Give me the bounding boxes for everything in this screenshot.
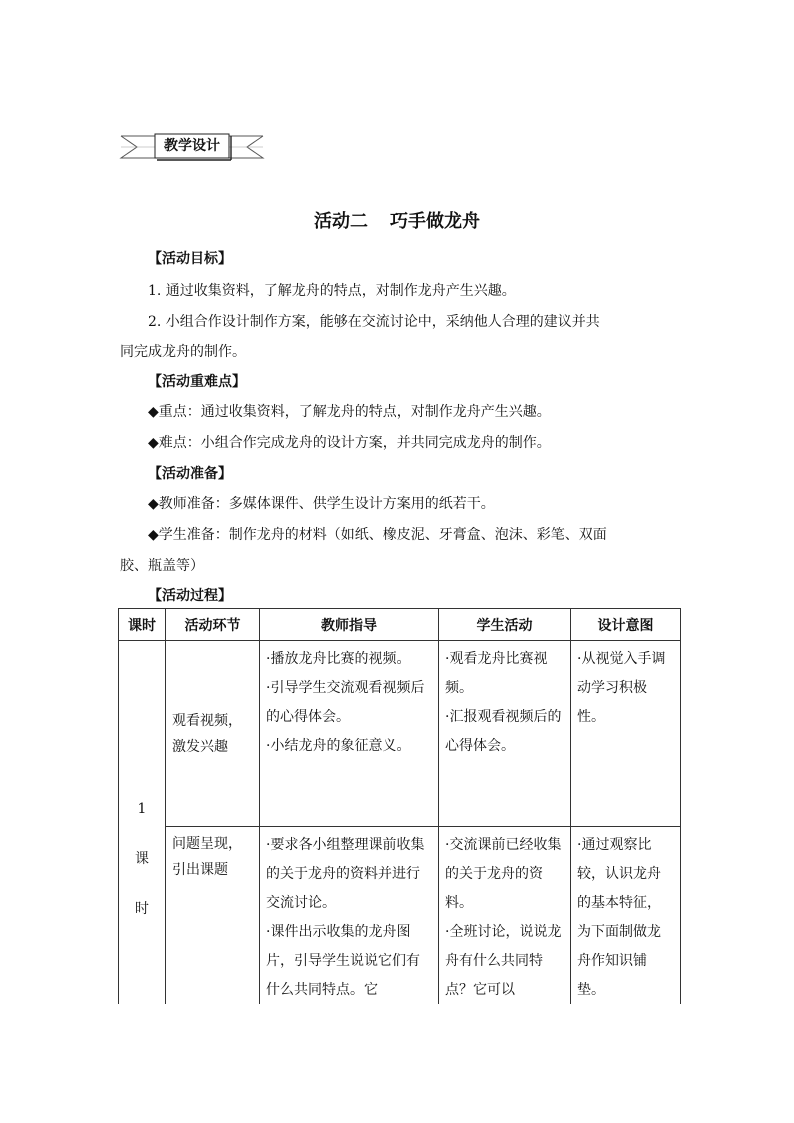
student-preparation-line-2: 胶、瓶盖等） — [120, 558, 204, 574]
teacher-item: ·引导学生交流观看视频后的心得体会。 — [266, 680, 425, 725]
session-cell: 1 课 时 — [119, 641, 166, 1077]
intent-item: ·通过观察比较，认识龙舟的基本特征，为下面制做龙舟作知识铺垫。 — [577, 837, 661, 998]
teacher-cell — [260, 641, 439, 827]
intent-cell — [571, 641, 681, 827]
header-student-activity: 学生活动 — [439, 609, 571, 641]
student-item: ·全班讨论，说说龙舟有什么共同特点？它可以 — [445, 924, 562, 998]
intent-item: ·从视觉入手调动学习积极性。 — [577, 651, 666, 725]
header-teacher-guidance: 教师指导 — [260, 609, 439, 641]
page-title — [0, 207, 794, 233]
key-point: ◆重点：通过收集资料，了解龙舟的特点，对制作龙舟产生兴趣。 — [148, 404, 551, 420]
stage-cell: 观看视频，激发兴趣 — [166, 641, 260, 827]
key-difficult-heading: 【活动重难点】 — [148, 374, 246, 390]
teacher-item: ·要求各小组整理课前收集的关于龙舟的资料并进行交流讨论。 — [266, 837, 425, 911]
goal-1: 1. 通过收集资料，了解龙舟的特点，对制作龙舟产生兴趣。 — [148, 283, 516, 299]
table-row — [119, 641, 681, 827]
title-activity-name: 巧手做龙舟 — [390, 211, 480, 232]
table-header-row — [119, 609, 681, 641]
student-item: ·交流课前已经收集的关于龙舟的资料。 — [445, 837, 562, 911]
preparation-heading: 【活动准备】 — [148, 466, 232, 482]
student-preparation-line-1: ◆学生准备：制作龙舟的材料（如纸、橡皮泥、牙膏盒、泡沫、彩笔、双面 — [148, 527, 607, 543]
goals-heading: 【活动目标】 — [148, 251, 232, 267]
section-banner — [119, 132, 265, 162]
student-cell — [439, 641, 571, 827]
teacher-preparation: ◆教师准备：多媒体课件、供学生设计方案用的纸若干。 — [148, 496, 495, 512]
student-item: ·汇报观看视频后的心得体会。 — [445, 709, 562, 754]
goal-2-line-1: 2. 小组合作设计制作方案，能够在交流讨论中，采纳他人合理的建议并共 — [148, 314, 600, 330]
teacher-item: ·播放龙舟比赛的视频。 — [266, 651, 411, 667]
goal-2-line-2: 同完成龙舟的制作。 — [120, 344, 246, 360]
banner-label: 教学设计 — [164, 138, 220, 154]
header-stage: 活动环节 — [166, 609, 260, 641]
header-session: 课时 — [119, 609, 166, 641]
teacher-item: ·小结龙舟的象征意义。 — [266, 738, 411, 754]
process-heading: 【活动过程】 — [148, 588, 232, 604]
page-bottom-margin — [118, 1004, 682, 1123]
header-design-intent: 设计意图 — [571, 609, 681, 641]
teacher-item: ·课件出示收集的龙舟图片，引导学生说说它们有什么共同特点。它 — [266, 924, 420, 998]
title-activity-number: 活动二 — [314, 211, 368, 232]
stage-cell: 问题呈现，引出课题 — [166, 827, 260, 1077]
difficult-point: ◆难点：小组合作完成龙舟的设计方案，并共同完成龙舟的制作。 — [148, 435, 551, 451]
student-item: ·观看龙舟比赛视频。 — [445, 651, 548, 696]
